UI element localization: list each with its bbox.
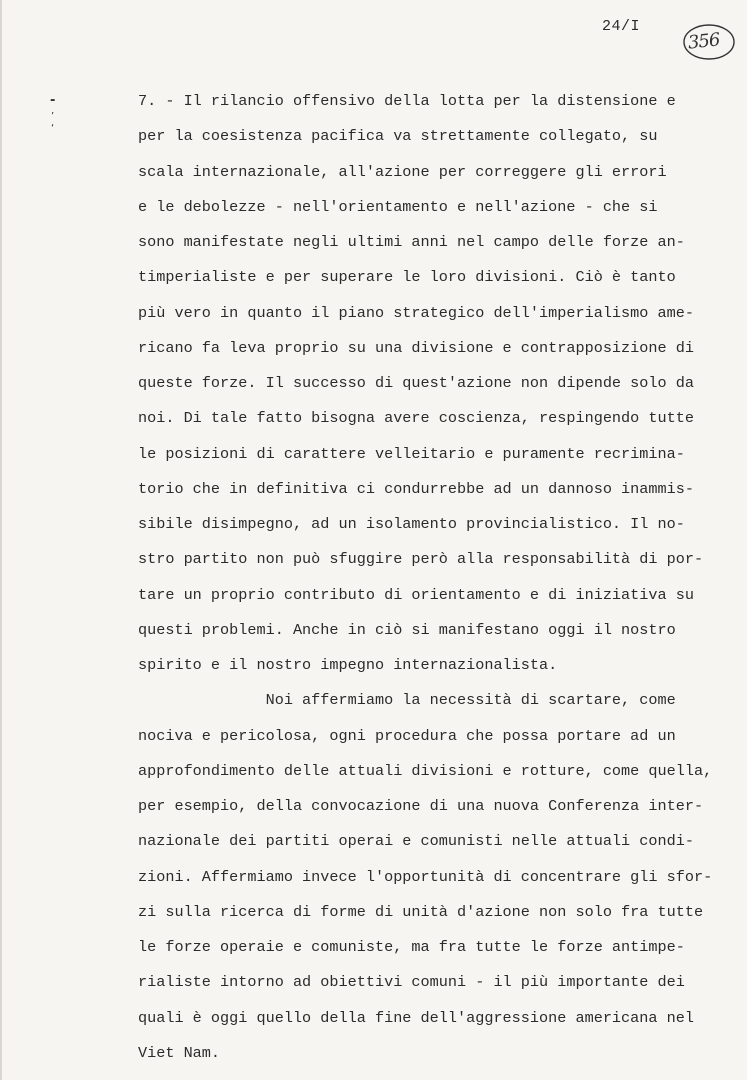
archive-stamp-number: 356 — [686, 29, 721, 54]
text-line: sibile disimpegno, ad un isolamento provincialistico. Il no- — [138, 515, 685, 533]
text-line: per esempio, della convocazione di una nuova Conferenza inter- — [138, 797, 704, 815]
margin-mark: - — [50, 93, 56, 108]
text-line: noi. Di tale fatto bisogna avere coscienza, respingendo tutte — [138, 409, 694, 428]
text-line: zi sulla ricerca di forme di unità d'azione non solo fra tutte — [138, 902, 704, 921]
text-line: zioni. Affermiamo invece l'opportunità di concentrare gli sfor- — [138, 867, 713, 886]
margin-mark: ’ — [51, 111, 55, 122]
margin-mark: ‘ — [51, 123, 55, 134]
text-line: scala internazionale, all'azione per correggere gli errori — [138, 162, 667, 181]
text-line: sono manifestate negli ultimi anni nel campo delle forze an- — [138, 233, 685, 251]
text-line: approfondimento delle attuali divisioni e rotture, come quella, — [138, 761, 713, 780]
text-line: timperialiste e per superare le loro divisioni. Ciò è tanto — [138, 268, 676, 287]
text-line: quali è oggi quello della fine dell'aggressione americana nel — [138, 1008, 694, 1027]
body-text — [138, 88, 712, 1075]
text-line: spirito e il nostro impegno internazionalista. — [138, 656, 558, 674]
text-line: più vero in quanto il piano strategico dell'imperialismo ame- — [138, 303, 694, 322]
text-line: queste forze. Il successo di quest'azione non dipende solo da — [138, 374, 694, 392]
text-line: torio che in definitiva ci condurrebbe ad un dannoso inammis- — [138, 479, 694, 498]
text-line: nociva e pericolosa, ogni procedura che possa portare ad un — [138, 726, 676, 745]
text-line: questi problemi. Anche in ciò si manifestano oggi il nostro — [138, 620, 676, 639]
text-line: le posizioni di carattere velleitario e puramente recrimina- — [138, 444, 685, 463]
page-number: 24/I — [602, 18, 641, 35]
text-line: 7. - Il rilancio offensivo della lotta per la distensione e — [138, 92, 676, 110]
text-line: tare un proprio contributo di orientamento e di iniziativa su — [138, 585, 694, 604]
text-line: stro partito non può sfuggire però alla responsabilità di por- — [138, 550, 704, 569]
text-line: e le debolezze - nell'orientamento e nell'azione - che si — [138, 197, 658, 216]
text-line: per la coesistenza pacifica va strettamente collegato, su — [138, 127, 658, 146]
text-line: rialiste intorno ad obiettivi comuni - il più importante dei — [138, 973, 685, 992]
text-line: Noi affermiamo la necessità di scartare, come — [138, 691, 676, 710]
text-line: Viet Nam. — [138, 1043, 221, 1062]
text-line: le forze operaie e comuniste, ma fra tutte le forze antimpe- — [138, 938, 685, 956]
text-line: nazionale dei partiti operai e comunisti nelle attuali condi- — [138, 832, 694, 851]
text-line: ricano fa leva proprio su una divisione e contrapposizione di — [138, 338, 694, 357]
